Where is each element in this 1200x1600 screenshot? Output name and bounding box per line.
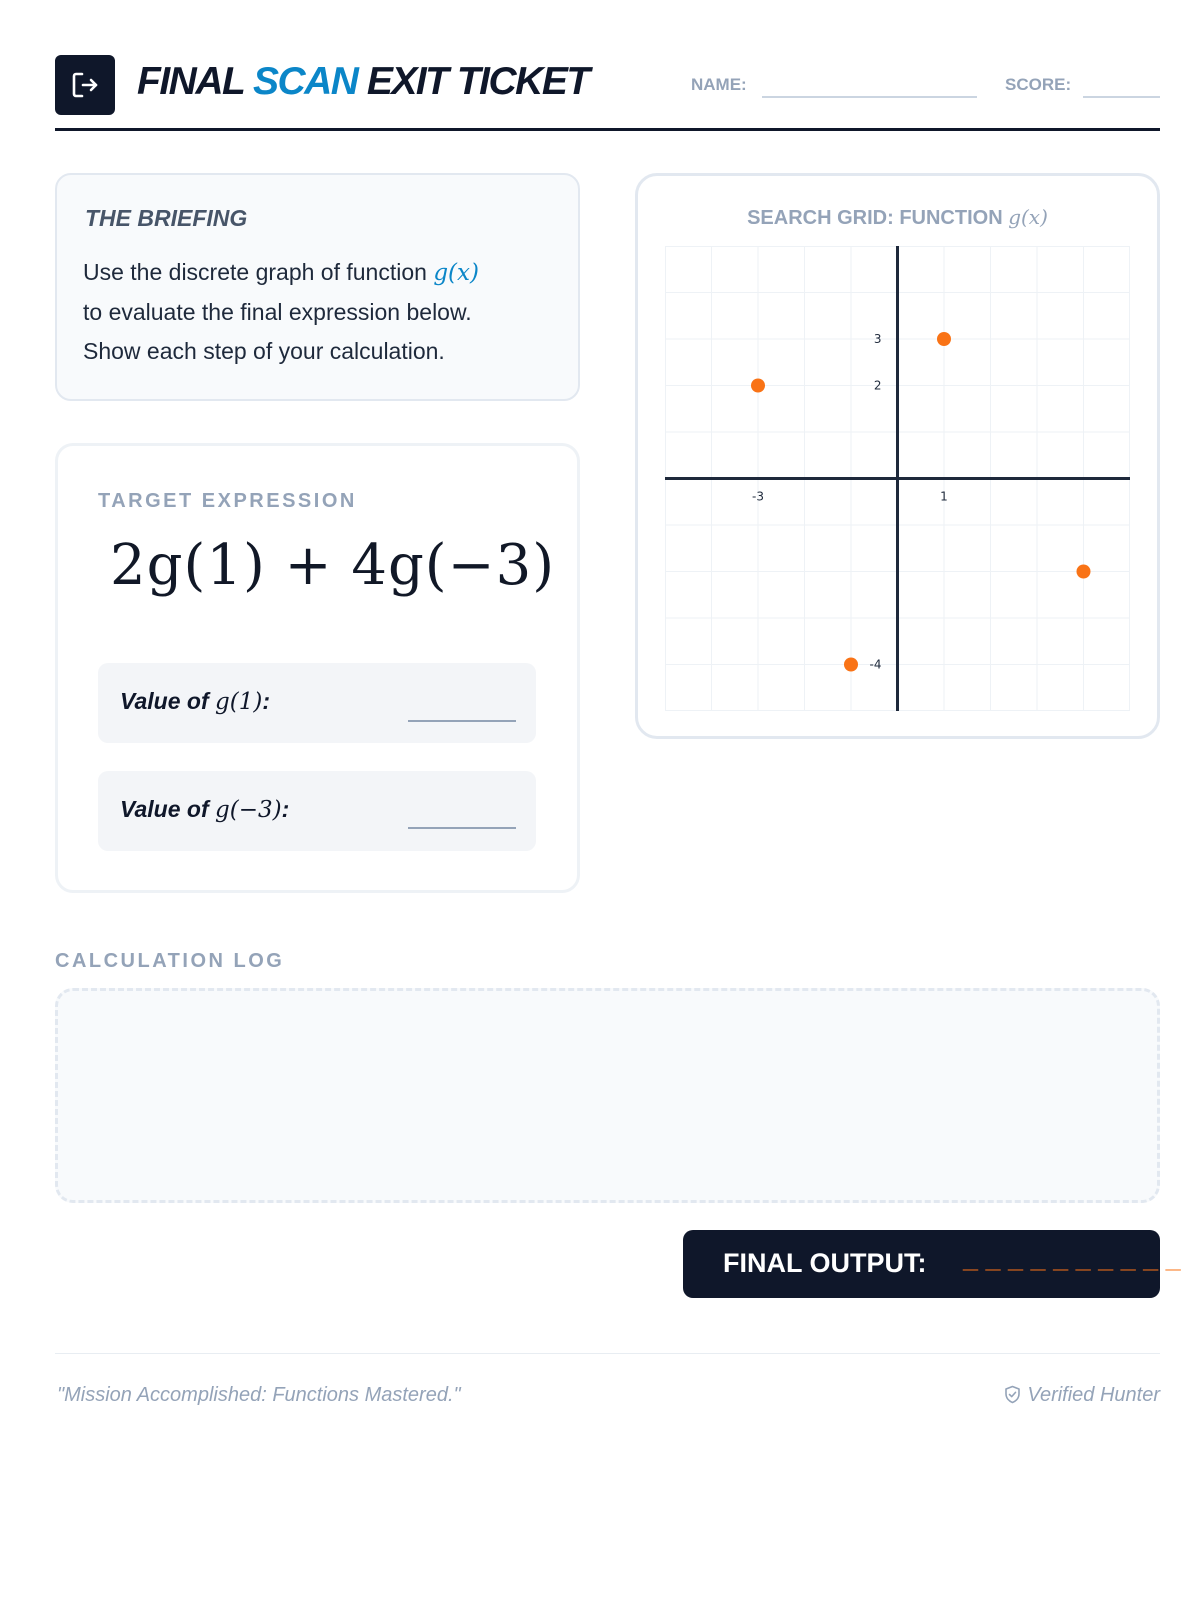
score-field[interactable] (1083, 96, 1160, 98)
final-output-label: FINAL OUTPUT: (723, 1248, 927, 1278)
y-tick-label: -4 (869, 657, 882, 672)
final-output-field[interactable]: _ _ _ _ _ _ _ _ _ _ (963, 1243, 1181, 1273)
footer-divider (55, 1353, 1160, 1354)
page-title: FINAL SCAN EXIT TICKET (137, 60, 589, 103)
x-tick-label: 1 (940, 489, 948, 504)
footer-quote: "Mission Accomplished: Functions Mastered." (57, 1384, 461, 1406)
briefing-heading: THE BRIEFING (85, 205, 248, 231)
y-tick-label: 3 (873, 332, 882, 346)
data-point (751, 379, 765, 393)
target-expression-label: TARGET EXPRESSION (98, 490, 357, 512)
value-g1-label: Value of g(1): (120, 688, 270, 715)
calculation-log-area[interactable] (55, 988, 1160, 1203)
name-field[interactable] (762, 96, 977, 98)
graph-title: SEARCH GRID: FUNCTION g(x) (747, 205, 1048, 229)
target-expression: 2g(1) + 4g(−3) (110, 533, 556, 598)
shield-check-icon (1004, 1385, 1021, 1404)
data-point (1077, 565, 1091, 579)
exit-arrow-icon (70, 70, 100, 100)
x-tick-label: -3 (752, 489, 764, 504)
calculation-log-label: CALCULATION LOG (55, 950, 285, 972)
logo-badge (55, 55, 115, 115)
header-divider (55, 128, 1160, 131)
value-g1-answer-field[interactable] (408, 720, 516, 722)
briefing-text: Use the discrete graph of function g(x) to evaluate the final expression below. Show each step of your calculation. (83, 259, 479, 364)
score-label: SCORE: (1005, 75, 1072, 94)
function-graph (665, 246, 1130, 711)
name-label: NAME: (691, 75, 747, 94)
value-gneg3-label: Value of g(−3): (120, 796, 290, 823)
data-point (937, 332, 951, 346)
verified-badge: Verified Hunter (990, 1384, 1160, 1407)
value-gneg3-answer-field[interactable] (408, 827, 516, 829)
y-tick-label: 2 (873, 378, 882, 393)
data-point (844, 658, 858, 672)
function-name: g(x) (433, 260, 479, 286)
